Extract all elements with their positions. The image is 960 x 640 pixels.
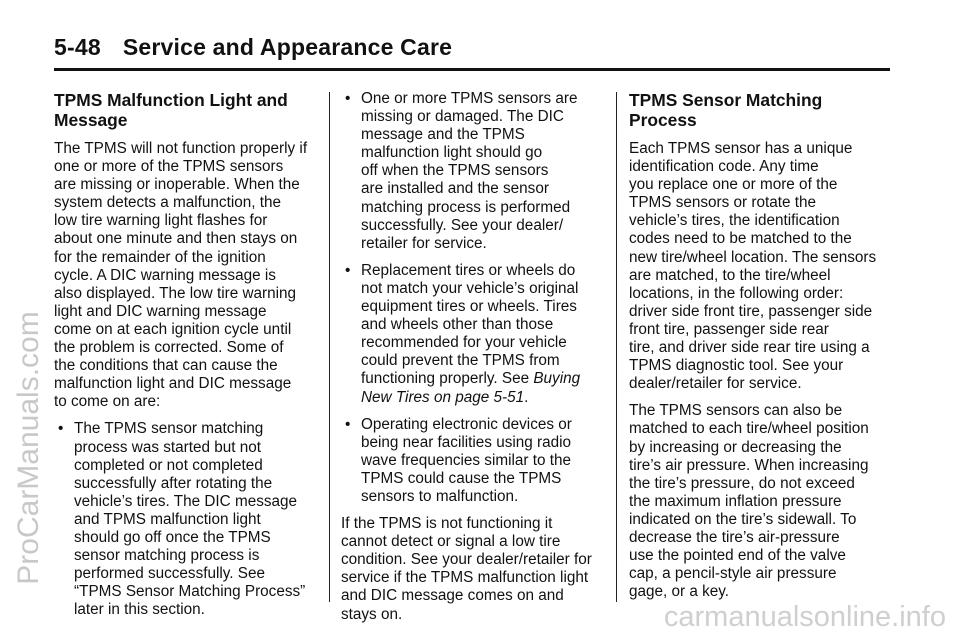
text-line: one or more of the TPMS sensors [54, 158, 284, 176]
text-line: recommended for your vehicle [361, 334, 567, 352]
text-line: matching process is performed [361, 198, 571, 216]
bullet-glyph: • [58, 420, 64, 438]
page-number: 5-48 [54, 34, 101, 60]
column-1 [54, 90, 322, 628]
header-rule [54, 68, 890, 71]
text-line: successfully. See your dealer/ [361, 216, 564, 234]
text-line: The TPMS sensor matching [74, 420, 264, 438]
text-line: process was started but not [74, 438, 262, 456]
bullet-glyph: • [345, 415, 351, 433]
side-watermark: ProCarManuals.com [12, 311, 45, 585]
bullet-glyph: • [345, 261, 351, 279]
matching-paragraph-2 [629, 402, 897, 601]
text-line: The TPMS will not function properly if [54, 140, 308, 157]
text-line: tire, and driver side rear tire using a [629, 339, 870, 357]
text-line: gage, or a key. [629, 583, 730, 601]
text-line: sensor matching process is [74, 547, 260, 565]
text-line: TPMS sensors or rotate the [629, 194, 817, 212]
text-line: about one minute and then stays on [54, 230, 298, 248]
text-line: service if the TPMS malfunction light [341, 569, 589, 587]
text-line: malfunction light should go [361, 144, 543, 162]
text-line: the tire’s pressure, do not exceed [629, 474, 855, 492]
text-line: being near facilities using radio [361, 433, 572, 451]
text-line: driver side front tire, passenger side [629, 302, 873, 320]
text-line: completed or not completed [74, 456, 263, 474]
text-line: front tire, passenger side rear [629, 320, 829, 338]
column-divider-1 [329, 92, 330, 602]
text-line: wave frequencies similar to the [361, 451, 572, 469]
text-line: you replace one or more of the [629, 176, 838, 194]
text-line: TPMS diagnostic tool. See your [629, 357, 844, 375]
matching-paragraph-1 [629, 140, 897, 393]
text-line: codes need to be matched to the [629, 230, 852, 248]
text-line: should go off once the TPMS [74, 528, 271, 546]
text-line: missing or damaged. The DIC [361, 108, 564, 126]
text-line: vehicle’s tires, the identification [629, 212, 840, 230]
text-line: light and DIC warning message [54, 302, 267, 320]
matching-heading: TPMS Sensor Matching Process [629, 90, 823, 130]
text-line: the problem is corrected. Some of [54, 339, 284, 357]
text-line: for the remainder of the ignition [54, 248, 266, 266]
text-line: by increasing or decreasing the [629, 438, 842, 456]
text-line: are missing or inoperable. When the [54, 176, 300, 194]
text-line: Replacement tires or wheels do [361, 261, 576, 279]
malfunction-heading: TPMS Malfunction Light and Message [54, 90, 288, 130]
text-line: decrease the tire’s air-pressure [629, 528, 840, 546]
text-line: system detects a malfunction, the [54, 194, 282, 212]
text-line: also displayed. The low tire warning [54, 284, 297, 302]
not-functioning-paragraph [341, 515, 609, 624]
text-line: Each TPMS sensor has a unique [629, 140, 853, 157]
list-item [54, 420, 322, 619]
text-line: indicated on the tire’s sidewall. To [629, 510, 857, 528]
text-line: condition. See your dealer/retailer for [341, 551, 592, 569]
bullet-glyph: • [345, 90, 351, 107]
text-line: cannot detect or signal a low tire [341, 533, 561, 551]
page-header [54, 34, 452, 61]
text-line: If the TPMS is not functioning it [341, 515, 553, 533]
text-line: use the pointed end of the valve [629, 547, 846, 565]
text-line: The TPMS sensors can also be [629, 402, 843, 420]
text-line: to come on are: [54, 393, 161, 411]
text-line: equipment tires or wheels. Tires [361, 298, 577, 316]
conditions-list [54, 420, 322, 619]
column-divider-2 [616, 92, 617, 602]
text-line: message and the TPMS [361, 126, 525, 144]
text-line: off when the TPMS sensors [361, 162, 549, 180]
text-line: performed successfully. See [74, 565, 266, 583]
text-line: tire’s air pressure. When increasing [629, 456, 869, 474]
text-line: are installed and the sensor [361, 180, 549, 198]
text-line: vehicle’s tires. The DIC message [74, 492, 298, 510]
text-line: stays on. [341, 605, 403, 623]
text-line: sensors to malfunction. [361, 487, 519, 505]
text-line: are matched, to the tire/wheel [629, 266, 831, 284]
column-2 [341, 90, 609, 633]
text-line: TPMS could cause the TPMS [361, 469, 562, 487]
text-line: could prevent the TPMS from [361, 352, 560, 370]
text-line: malfunction light and DIC message [54, 375, 292, 393]
section-title: Service and Appearance Care [122, 34, 453, 60]
bottom-watermark: carmanualsonline.info [663, 601, 946, 633]
text-line: dealer/retailer for service. [629, 375, 802, 393]
text-line: Operating electronic devices or [361, 415, 572, 433]
text-line: “TPMS Sensor Matching Process” [74, 583, 306, 601]
text-line: and wheels other than those [361, 316, 554, 334]
text-line: retailer for service. [361, 234, 487, 252]
text-line: identification code. Any time [629, 158, 819, 176]
buying-new-tires-link-page[interactable]: New Tires on page 5‑51 [361, 388, 525, 406]
text-line: low tire warning light flashes for [54, 212, 268, 230]
text-line: cap, a pencil-style air pressure [629, 565, 837, 583]
conditions-list-continued [341, 90, 609, 506]
text-line: come on at each ignition cycle until [54, 320, 292, 338]
buying-new-tires-link[interactable]: Buying [533, 370, 581, 388]
text-line: locations, in the following order: [629, 284, 844, 302]
text-line: not match your vehicle’s original [361, 279, 579, 297]
text-line: successfully after rotating the [74, 474, 273, 492]
column-3 [629, 90, 897, 610]
text-line: matched to each tire/wheel position [629, 420, 869, 438]
text-line: later in this section. [74, 601, 205, 619]
text-line: the maximum inflation pressure [629, 492, 842, 510]
text-line: new tire/wheel location. The sensors [629, 248, 877, 266]
list-item: • Replacement tires or wheels do not match your vehicle’s original equipment tires or wheels. Tires and wheels other than those recommended for your vehicle could prevent the TPMS from functioning properly. See Buying New Tires on page 5‑51. [345, 261, 581, 406]
text-line: cycle. A DIC warning message is [54, 266, 276, 284]
malfunction-paragraph [54, 140, 322, 411]
text-line: and DIC message comes on and [341, 587, 564, 605]
list-item [341, 416, 609, 506]
text-line: One or more TPMS sensors are [361, 90, 578, 107]
list-item [341, 90, 609, 253]
text-line: and TPMS malfunction light [74, 510, 261, 528]
text-line: the conditions that can cause the [54, 357, 278, 375]
